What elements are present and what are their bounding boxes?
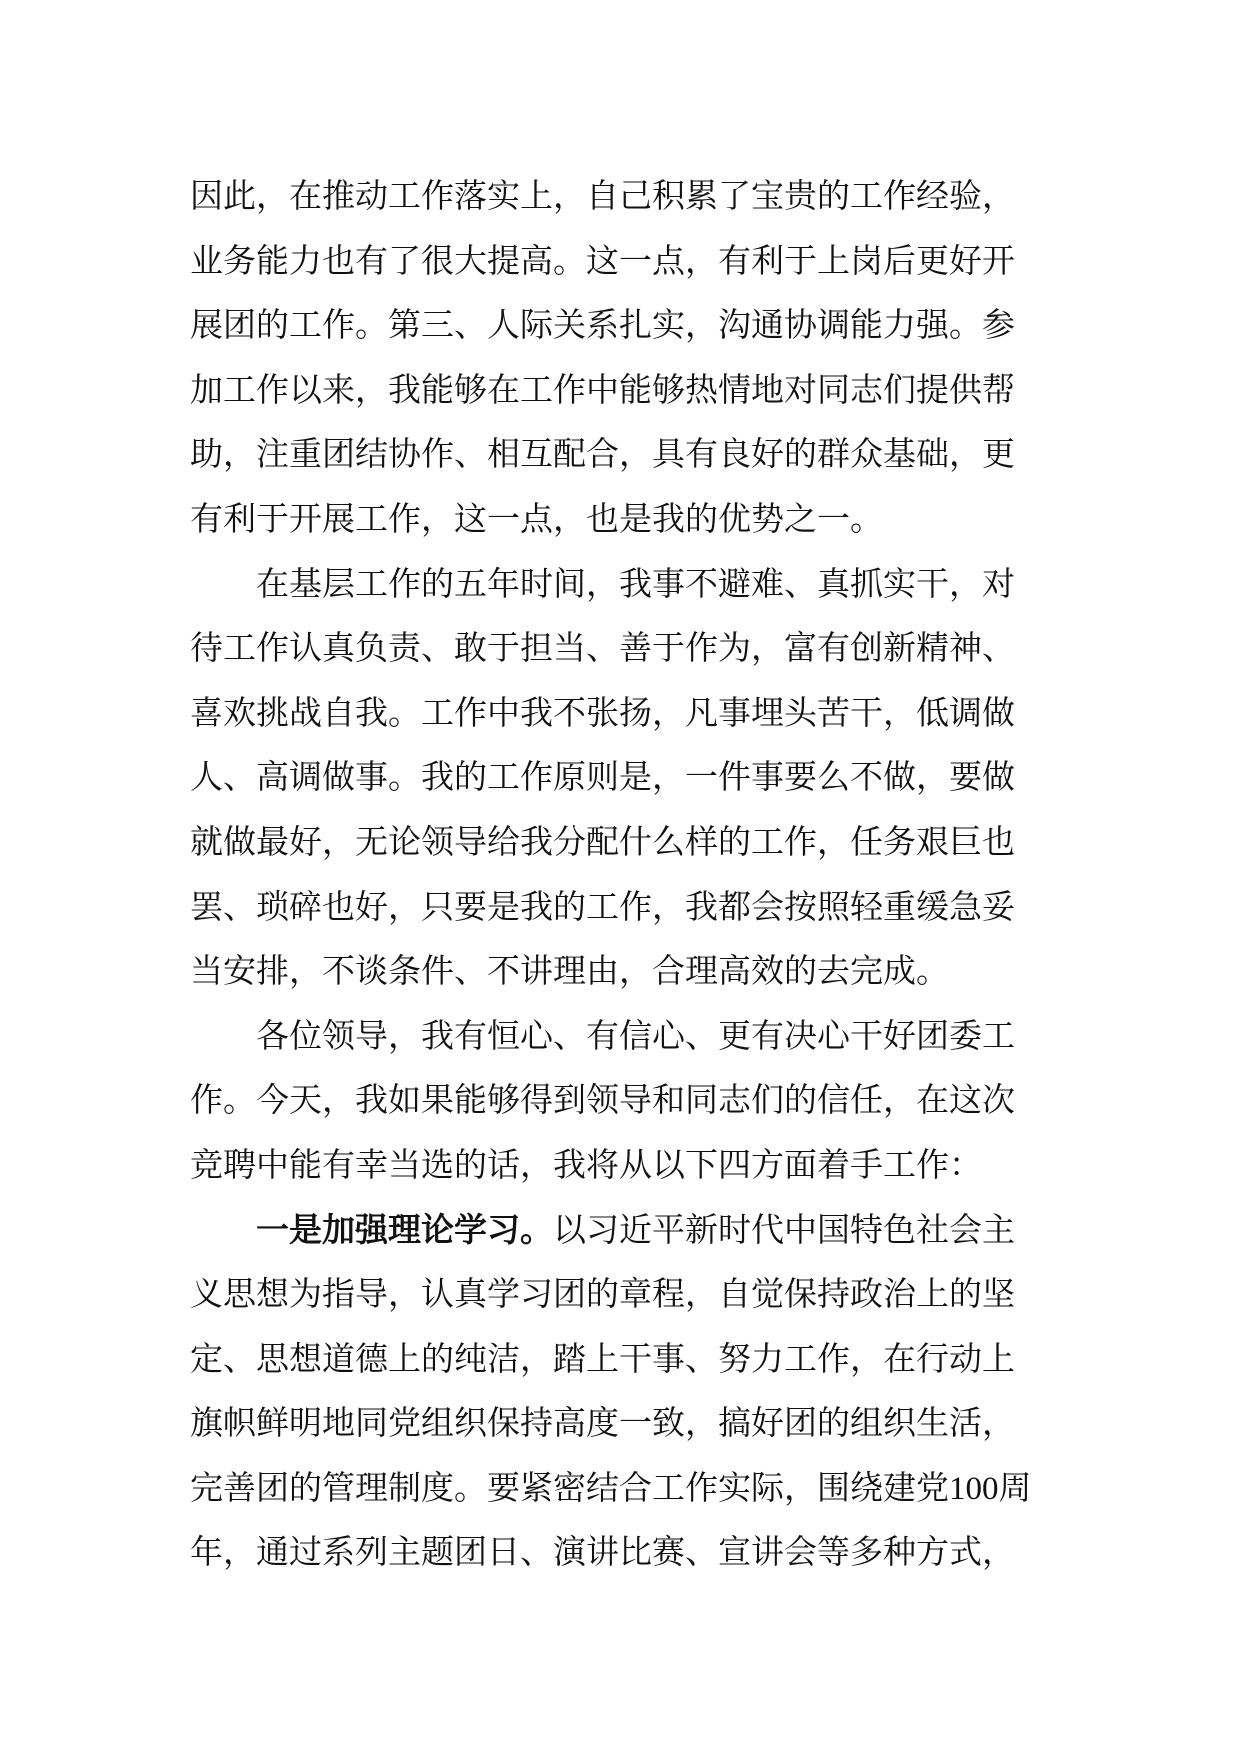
text-line: 有利于开展工作，这一点，也是我的优势之一。 xyxy=(190,498,883,538)
document-body xyxy=(190,164,1060,1585)
paragraph-1 xyxy=(190,164,1060,552)
anniversary-number: 100 xyxy=(949,1470,999,1507)
paragraph-2 xyxy=(190,552,1060,1004)
text-line: 人、高调做事。我的工作原则是，一件事要么不做，要做 xyxy=(190,757,1015,797)
text-fragment: 周 xyxy=(998,1467,1032,1507)
text-line: 作。今天，我如果能够得到领导和同志们的信任，在这次 xyxy=(190,1080,1015,1120)
text-line: 待工作认真负责、敢于担当、善于作为，富有创新精神、 xyxy=(190,628,1015,668)
paragraph-4 xyxy=(190,1198,1060,1586)
text-line: 当安排，不谈条件、不讲理由，合理高效的去完成。 xyxy=(190,951,949,991)
text-line: 罢、琐碎也好，只要是我的工作，我都会按照轻重缓急妥 xyxy=(190,886,1015,926)
text-line: 义思想为指导，认真学习团的章程，自觉保持政治上的坚 xyxy=(190,1274,1015,1314)
text-line: 喜欢挑战自我。工作中我不张扬，凡事埋头苦干，低调做 xyxy=(190,692,1015,732)
text-line: 在基层工作的五年时间，我事不避难、真抓实干，对 xyxy=(256,563,1015,603)
text-line: 年，通过系列主题团日、演讲比赛、宣讲会等多种方式， xyxy=(190,1532,1015,1572)
text-fragment: 完善团的管理制度。要紧密结合工作实际，围绕建党 xyxy=(190,1467,949,1507)
text-line xyxy=(190,1456,1060,1521)
text-line: 各位领导，我有恒心、有信心、更有决心干好团委工 xyxy=(256,1015,1015,1055)
section-heading: 一是加强理论学习。 xyxy=(256,1209,553,1249)
text-line: 旗帜鲜明地同党组织保持高度一致，搞好团的组织生活， xyxy=(190,1403,1015,1443)
text-line: 助，注重团结协作、相互配合，具有良好的群众基础，更 xyxy=(190,434,1015,474)
text-line: 竞聘中能有幸当选的话，我将从以下四方面着手工作： xyxy=(190,1144,982,1184)
text-fragment: 以习近平新时代中国特色社会主 xyxy=(553,1209,1015,1249)
text-line: 定、思想道德上的纯洁，踏上干事、努力工作，在行动上 xyxy=(190,1338,1015,1378)
text-line: 因此，在推动工作落实上，自己积累了宝贵的工作经验， xyxy=(190,176,1015,215)
text-line xyxy=(190,1198,1060,1263)
text-line: 加工作以来，我能够在工作中能够热情地对同志们提供帮 xyxy=(190,369,1015,409)
text-line: 就做最好，无论领导给我分配什么样的工作，任务艰巨也 xyxy=(190,821,1015,861)
paragraph-3 xyxy=(190,1004,1060,1198)
text-line: 展团的工作。第三、人际关系扎实，沟通协调能力强。参 xyxy=(190,305,1015,345)
text-line: 业务能力也有了很大提高。这一点，有利于上岗后更好开 xyxy=(190,240,1015,280)
